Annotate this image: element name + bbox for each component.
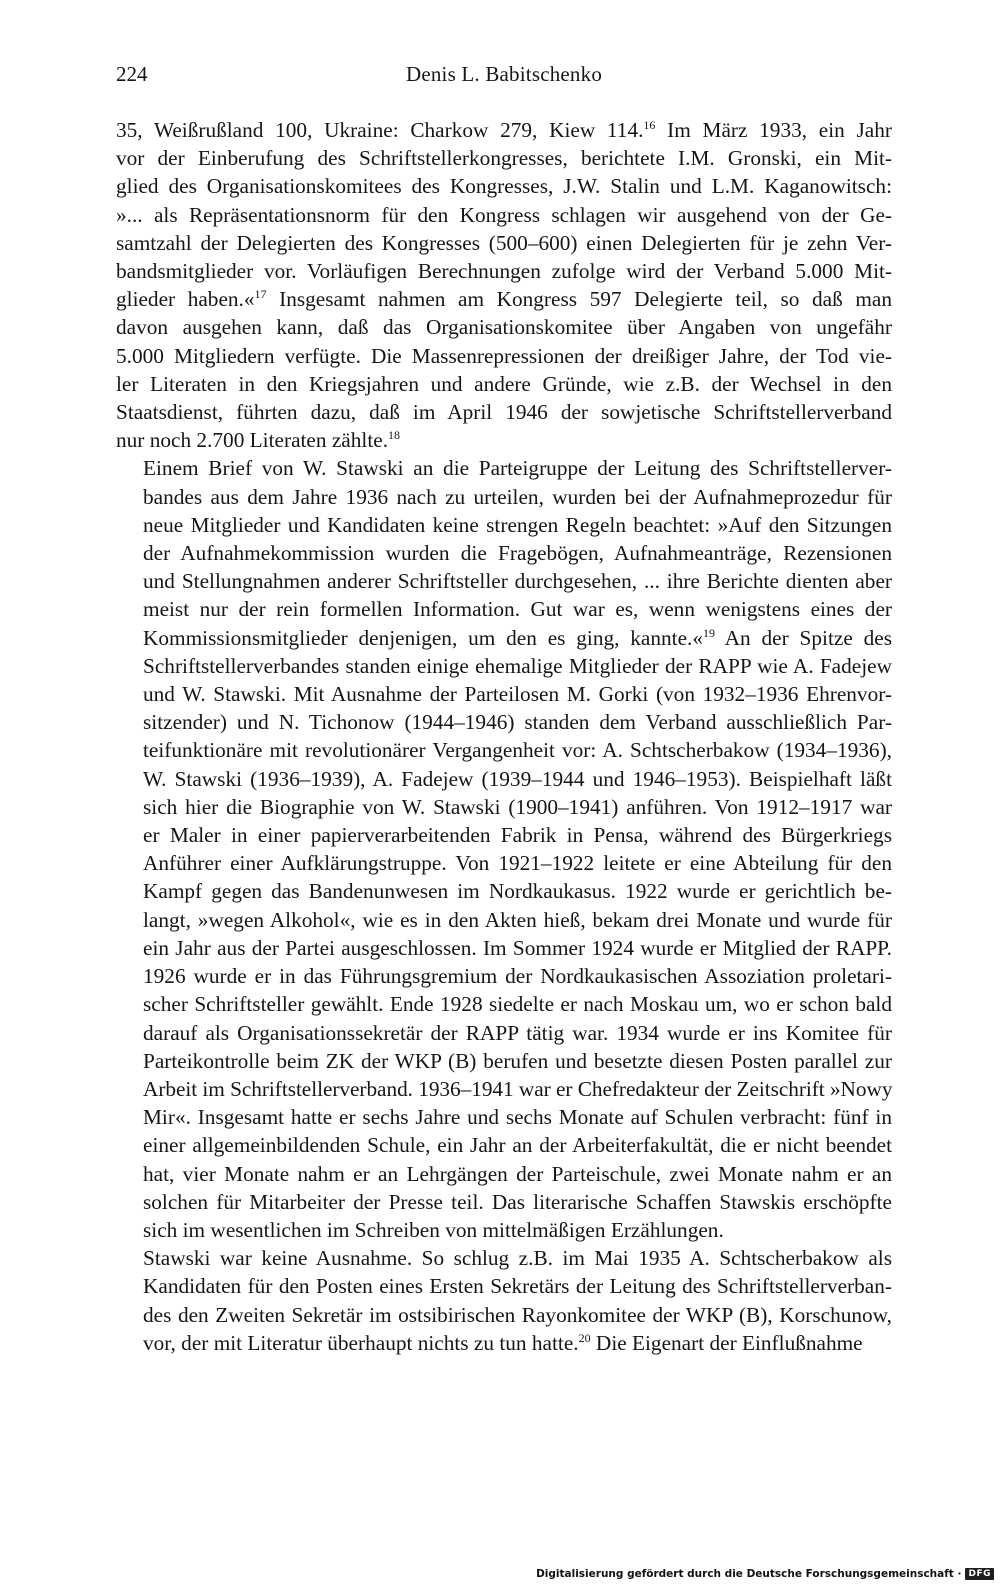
text-run: er Maler in einer papierverarbeitenden Fabrik in Pensa, während des Bürgerkriegs xyxy=(143,823,892,848)
text-line xyxy=(116,652,892,680)
text-run: W. Stawski (1936–1939), A. Fadejew (1939–1944 und 1946–1953). Beispielhaft läßt xyxy=(143,766,892,791)
text-line xyxy=(116,849,892,877)
text-run: solchen für Mitarbeiter der Presse teil. Das literarische Schaffen Stawskis erschöpfte xyxy=(143,1189,892,1214)
text-line xyxy=(116,1244,892,1272)
text-line xyxy=(116,680,892,708)
text-run: Einem Brief von W. Stawski an die Parteigruppe der Leitung des Schriftstellerver- xyxy=(143,456,892,481)
text-line xyxy=(116,1047,892,1075)
text-line xyxy=(116,313,892,341)
text-line xyxy=(116,229,892,257)
text-run: Kommissionsmitglieder denjenigen, um den es ging, kannte.« xyxy=(143,625,704,650)
text-line xyxy=(116,483,892,511)
dfg-logo-icon: DFG xyxy=(965,1568,994,1580)
text-line xyxy=(116,511,892,539)
text-line xyxy=(116,1075,892,1103)
footer-credit: Digitalisierung gefördert durch die Deutsche Forschungsgemeinschaft · xyxy=(536,1568,962,1580)
text-line xyxy=(116,1329,892,1357)
text-line xyxy=(116,539,892,567)
text-line xyxy=(116,426,892,454)
paragraph xyxy=(116,454,892,1244)
text-run: einer allgemeinbildenden Schule, ein Jahr an der Arbeiterfakultät, die er nicht beendet xyxy=(143,1133,892,1158)
footnote-marker: 18 xyxy=(388,428,401,443)
text-line xyxy=(116,877,892,905)
text-run: hat, vier Monate nahm er an Lehrgängen der Parteischule, zwei Monate nahm er an xyxy=(143,1161,892,1186)
text-line xyxy=(116,567,892,595)
text-run: vor der Einberufung des Schriftstellerkongresses, berichtete I.M. Gronski, ein Mit- xyxy=(116,146,892,171)
text-line xyxy=(116,172,892,200)
text-line xyxy=(116,624,892,652)
text-run: und Stellungnahmen anderer Schriftsteller durchgesehen, ... ihre Berichte dienten aber xyxy=(143,569,892,594)
text-line xyxy=(116,1301,892,1329)
text-run: Anführer einer Aufklärungstruppe. Von 1921–1922 leitete er eine Abteilung für den xyxy=(143,851,892,876)
text-line xyxy=(116,1272,892,1300)
text-run: Kampf gegen das Bandenunwesen im Nordkaukasus. 1922 wurde er gerichtlich be- xyxy=(143,879,892,904)
footnote-marker: 20 xyxy=(578,1330,591,1345)
text-line xyxy=(116,257,892,285)
text-run: 35, Weißrußland 100, Ukraine: Charkow 279, Kiew 114. xyxy=(116,118,644,142)
text-run: ler Literaten in den Kriegsjahren und andere Gründe, wie z.B. der Wechsel in den xyxy=(116,371,892,396)
text-line xyxy=(116,116,892,144)
text-line xyxy=(116,144,892,172)
text-run: »... als Repräsentationsnorm für den Kongress schlagen wir ausgehend von der Ge- xyxy=(116,202,892,227)
text-line xyxy=(116,1019,892,1047)
footnote-marker: 19 xyxy=(703,625,716,640)
text-run: glied des Organisationskomitees des Kongresses, J.W. Stalin und L.M. Kaganowitsch: xyxy=(116,174,892,199)
text-run: Mir«. Insgesamt hatte er sechs Jahre und sechs Monate auf Schulen verbracht: fünf in xyxy=(143,1105,892,1130)
text-run: darauf als Organisationssekretär der RAPP tätig war. 1934 wurde er ins Komitee für xyxy=(143,1020,892,1045)
text-line xyxy=(116,1131,892,1159)
text-run: samtzahl der Delegierten des Kongresses (500–600) einen Delegierten für je zehn Ver- xyxy=(116,230,892,255)
text-line xyxy=(116,765,892,793)
text-run: Im März 1933, ein Jahr xyxy=(655,118,892,142)
footnote-marker: 17 xyxy=(254,287,267,302)
text-run: vor, der mit Literatur überhaupt nichts zu tun hatte. xyxy=(143,1330,579,1355)
running-head: Denis L. Babitschenko xyxy=(405,62,603,86)
text-run: ein Jahr aus der Partei ausgeschlossen. Im Sommer 1924 wurde er Mitglied der RAPP. xyxy=(143,935,892,960)
text-run: Insgesamt nahmen am Kongress 597 Delegierte teil, so daß man xyxy=(266,287,892,312)
text-line xyxy=(116,1188,892,1216)
text-run: neue Mitglieder und Kandidaten keine strengen Regeln beachtet: »Auf den Sitzungen xyxy=(143,512,892,537)
text-run: Arbeit im Schriftstellerverband. 1936–1941 war er Chefredakteur der Zeitschrift »Nowy xyxy=(143,1076,893,1101)
text-run: des den Zweiten Sekretär im ostsibirischen Rayonkomitee der WKP (B), Korschunow, xyxy=(143,1302,892,1327)
text-run: davon ausgehen kann, daß das Organisationskomitee über Angaben von ungefähr xyxy=(116,315,892,340)
paragraph xyxy=(116,116,892,454)
text-run: nur noch 2.700 Literaten zählte. xyxy=(116,428,389,453)
text-run: und W. Stawski. Mit Ausnahme der Parteilosen M. Gorki (von 1932–1936 Ehrenvor- xyxy=(143,682,892,707)
text-run: teifunktionäre mit revolutionärer Vergangenheit vor: A. Schtscherbakow (1934–1936), xyxy=(143,738,892,763)
text-run: bandes aus dem Jahre 1936 nach zu urteilen, wurden bei der Aufnahmeprozedur für xyxy=(143,484,892,509)
text-line xyxy=(116,793,892,821)
text-run: Stawski war keine Ausnahme. So schlug z.B. im Mai 1935 A. Schtscherbakow als xyxy=(143,1246,892,1271)
text-run: scher Schriftsteller gewählt. Ende 1928 siedelte er nach Moskau um, wo er schon bald xyxy=(143,992,892,1017)
text-run: meist nur der rein formellen Information. Gut war es, wenn wenigstens eines der xyxy=(143,597,892,622)
text-line xyxy=(116,990,892,1018)
text-line xyxy=(116,934,892,962)
text-line xyxy=(116,595,892,623)
text-run: bandsmitglieder vor. Vorläufigen Berechnungen zufolge wird der Verband 5.000 Mit- xyxy=(116,259,892,284)
text-line xyxy=(116,962,892,990)
text-line xyxy=(116,342,892,370)
text-run: 1926 wurde er in das Führungsgremium der Nordkaukasischen Assoziation proletari- xyxy=(143,964,892,989)
text-line xyxy=(116,1160,892,1188)
text-run: langt, »wegen Alkohol«, wie es in den Akten hieß, bekam drei Monate und wurde für xyxy=(143,907,892,932)
page-header xyxy=(116,62,892,96)
text-line xyxy=(116,736,892,764)
text-line xyxy=(116,821,892,849)
text-run: sitzender) und N. Tichonow (1944–1946) standen dem Verband ausschließlich Par- xyxy=(143,710,892,735)
text-run: glieder haben.« xyxy=(116,287,255,312)
text-line xyxy=(116,708,892,736)
text-line xyxy=(116,906,892,934)
text-run: Die Eigenart der Einflußnahme xyxy=(590,1330,863,1355)
text-run: 5.000 Mitgliedern verfügte. Die Massenrepressionen der dreißiger Jahre, der Tod vie- xyxy=(116,343,892,368)
text-line xyxy=(116,201,892,229)
text-line xyxy=(116,1103,892,1131)
text-line xyxy=(116,1216,892,1244)
text-line xyxy=(116,454,892,482)
text-run: An der Spitze des xyxy=(715,625,893,650)
page-number: 224 xyxy=(116,62,148,86)
digitization-footer xyxy=(536,1566,994,1582)
text-line xyxy=(116,370,892,398)
text-run: der Aufnahmekommission wurden die Fragebögen, Aufnahmeanträge, Rezensionen xyxy=(143,541,892,566)
paragraph xyxy=(116,1244,892,1357)
body-text xyxy=(116,116,892,1357)
text-run: sich im wesentlichen im Schreiben von mittelmäßigen Erzählungen. xyxy=(143,1217,724,1242)
text-line xyxy=(116,285,892,313)
text-run: sich hier die Biographie von W. Stawski (1900–1941) anführen. Von 1912–1917 war xyxy=(143,794,892,819)
text-run: Kandidaten für den Posten eines Ersten Sekretärs der Leitung des Schriftstellerverban- xyxy=(143,1274,892,1299)
text-run: Parteikontrolle beim ZK der WKP (B) berufen und besetzte diesen Posten parallel zur xyxy=(143,1048,892,1073)
text-run: Staatsdienst, führten dazu, daß im April 1946 der sowjetische Schriftstellerverband xyxy=(116,400,892,425)
text-line xyxy=(116,398,892,426)
footnote-marker: 16 xyxy=(643,118,656,132)
text-run: Schriftstellerverbandes standen einige ehemalige Mitglieder der RAPP wie A. Fadejew xyxy=(143,653,892,678)
